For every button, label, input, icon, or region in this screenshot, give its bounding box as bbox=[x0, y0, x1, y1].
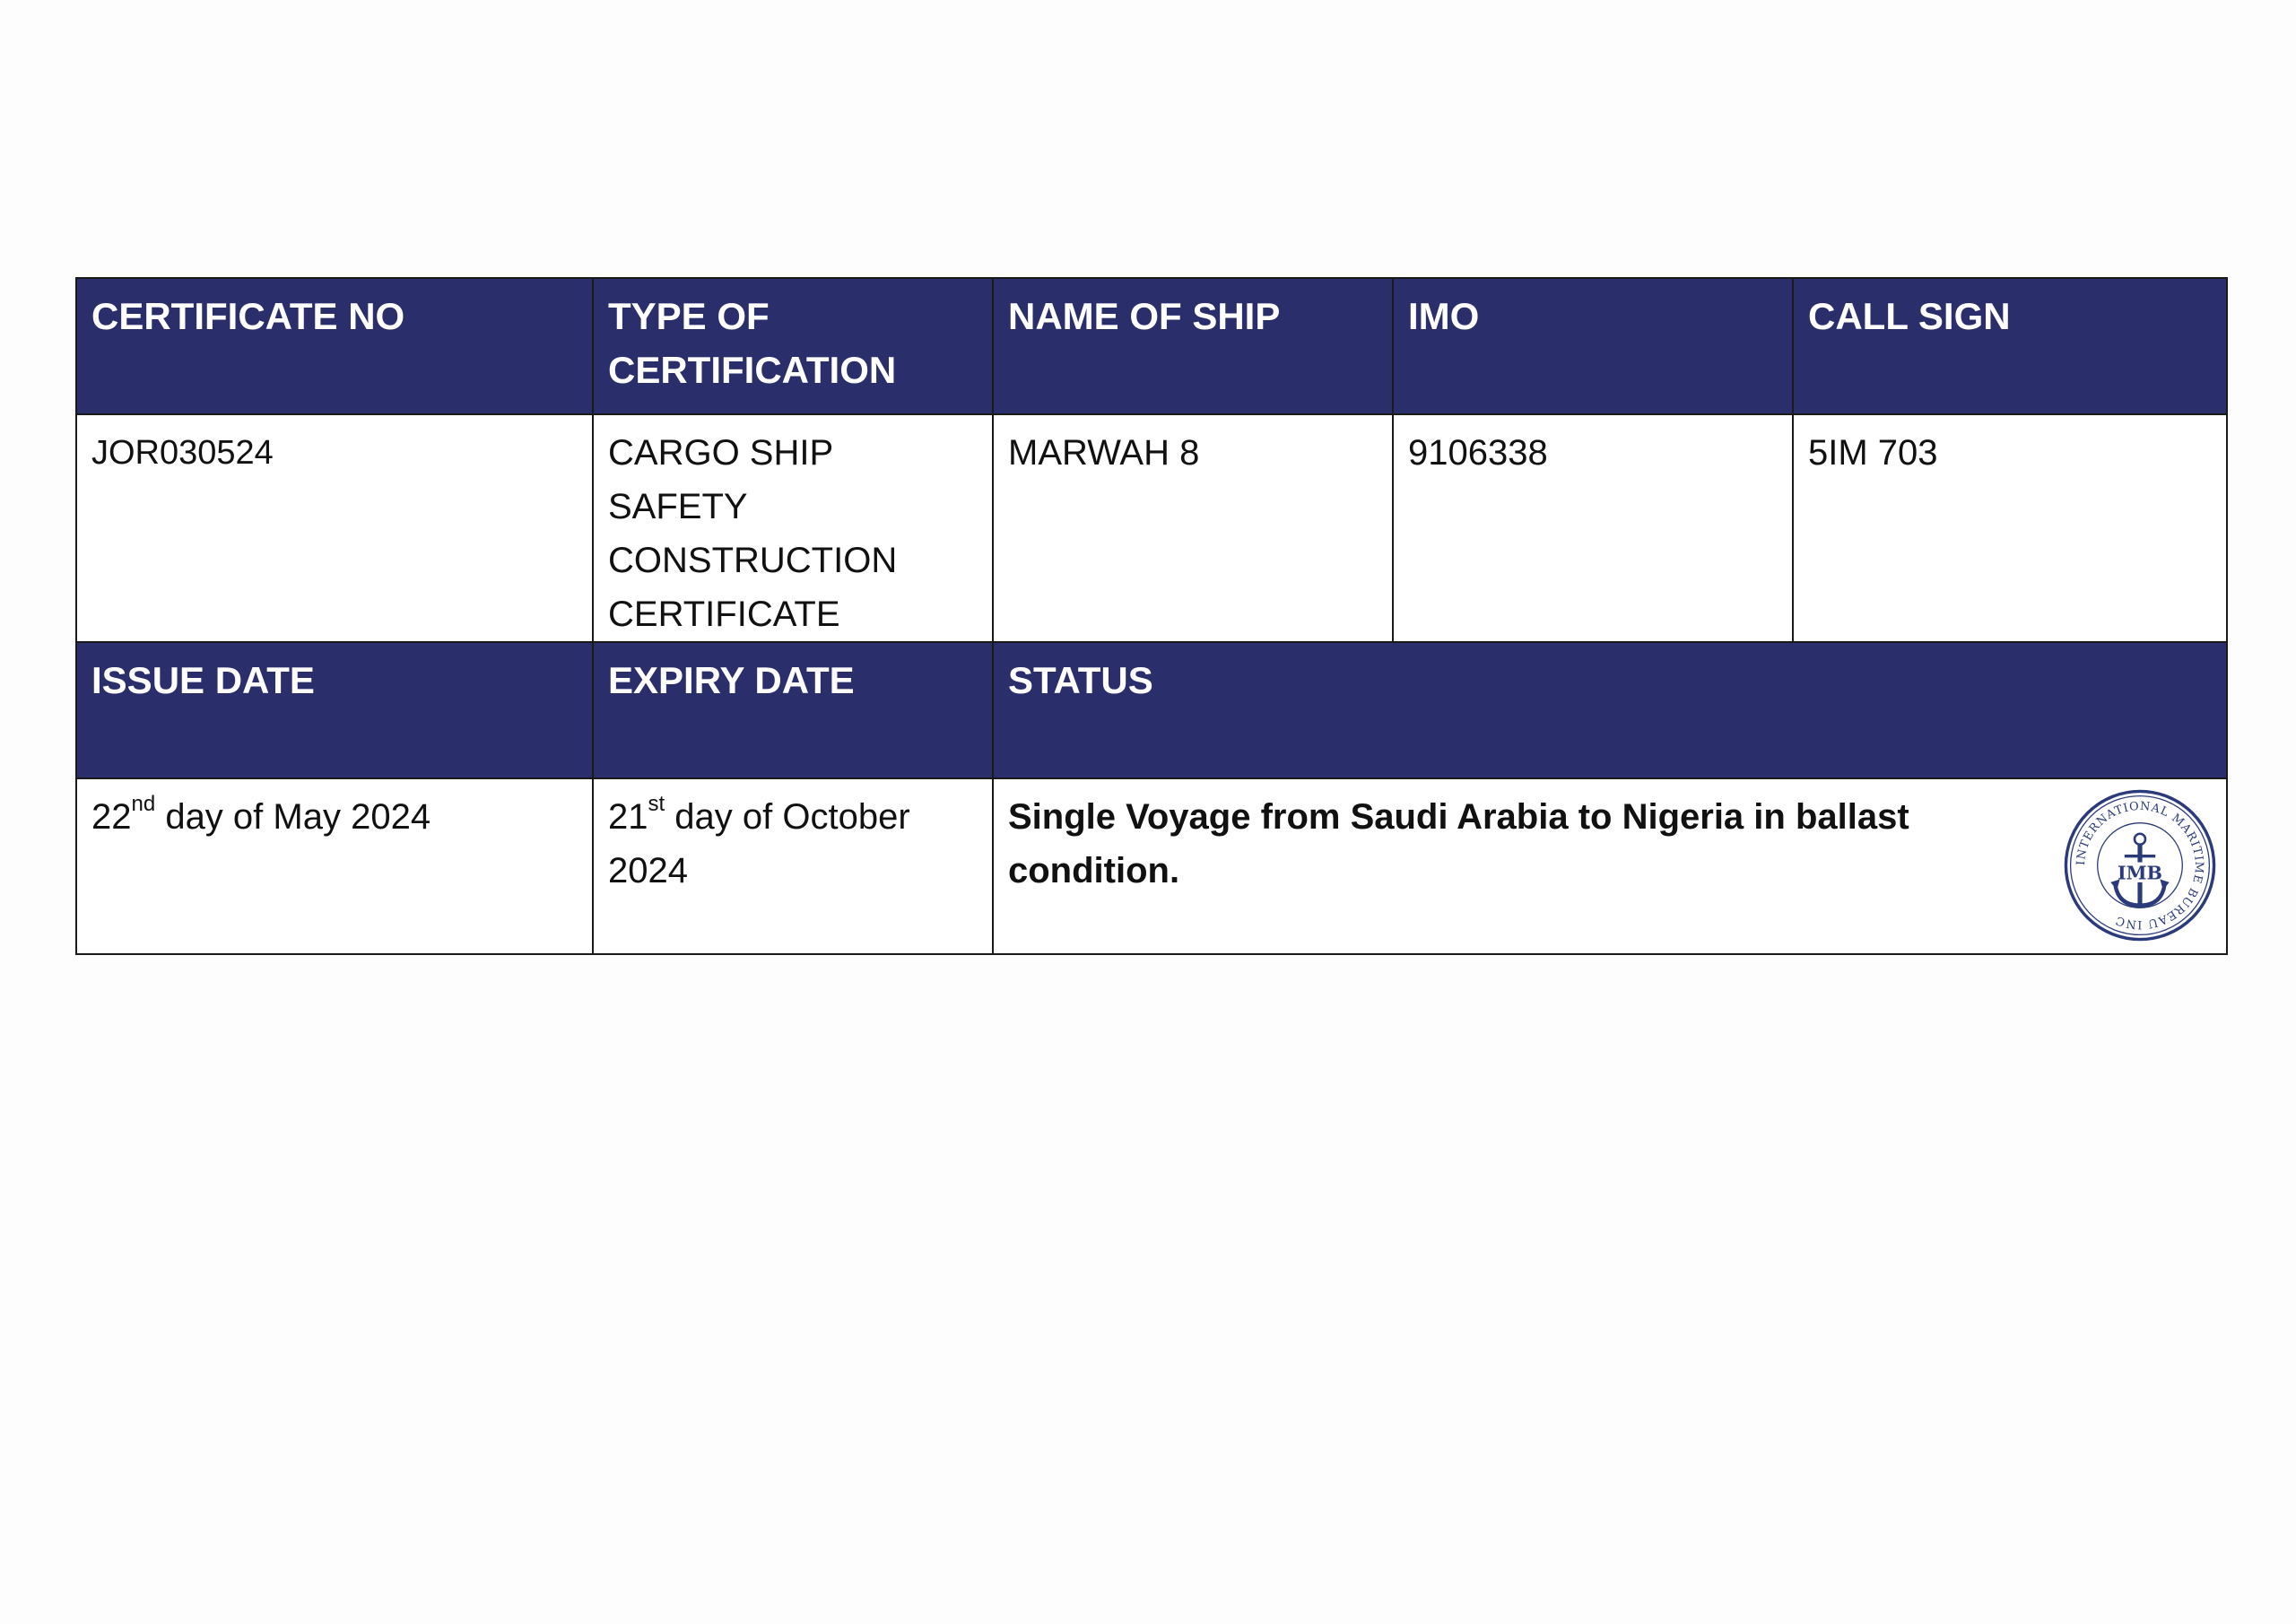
header-call-sign: CALL SIGN bbox=[1793, 278, 2227, 414]
header-row-2 bbox=[76, 642, 2227, 778]
certificate-no-value: JOR030524 bbox=[76, 414, 593, 642]
header-expiry-date: EXPIRY DATE bbox=[593, 642, 993, 778]
expiry-date-rest: day of October 2024 bbox=[608, 797, 910, 890]
header-name-of-ship: NAME OF SHIP bbox=[993, 278, 1393, 414]
svg-text:INTERNATIONAL MARITIME BUREAU: INTERNATIONAL MARITIME BUREAU INC bbox=[2074, 799, 2206, 931]
expiry-date-value bbox=[593, 778, 993, 954]
issue-date-day: 22 bbox=[91, 797, 132, 837]
imb-seal-icon bbox=[2063, 788, 2217, 942]
header-issue-date: ISSUE DATE bbox=[76, 642, 593, 778]
imo-value: 9106338 bbox=[1393, 414, 1793, 642]
value-row-2 bbox=[76, 778, 2227, 954]
status-value-cell bbox=[993, 778, 2227, 954]
name-of-ship-value: MARWAH 8 bbox=[993, 414, 1393, 642]
call-sign-value: 5IM 703 bbox=[1793, 414, 2227, 642]
status-value: Single Voyage from Saudi Arabia to Nigeria in ballast condition. bbox=[1008, 797, 1909, 890]
header-certificate-no: CERTIFICATE NO bbox=[76, 278, 593, 414]
certificate-table bbox=[75, 277, 2228, 955]
header-row-1 bbox=[76, 278, 2227, 414]
expiry-date-day: 21 bbox=[608, 797, 648, 837]
expiry-date-suffix: st bbox=[648, 792, 665, 816]
svg-text:IMB: IMB bbox=[2118, 862, 2162, 884]
issue-date-rest: day of May 2024 bbox=[155, 797, 431, 837]
header-status: STATUS bbox=[993, 642, 2227, 778]
header-imo: IMO bbox=[1393, 278, 1793, 414]
value-row-1 bbox=[76, 414, 2227, 642]
type-of-certification-value: CARGO SHIP SAFETY CONSTRUCTION CERTIFICATE bbox=[593, 414, 993, 642]
issue-date-value bbox=[76, 778, 593, 954]
issue-date-suffix: nd bbox=[131, 792, 156, 816]
header-type-of-certification: TYPE OF CERTIFICATION bbox=[593, 278, 993, 414]
